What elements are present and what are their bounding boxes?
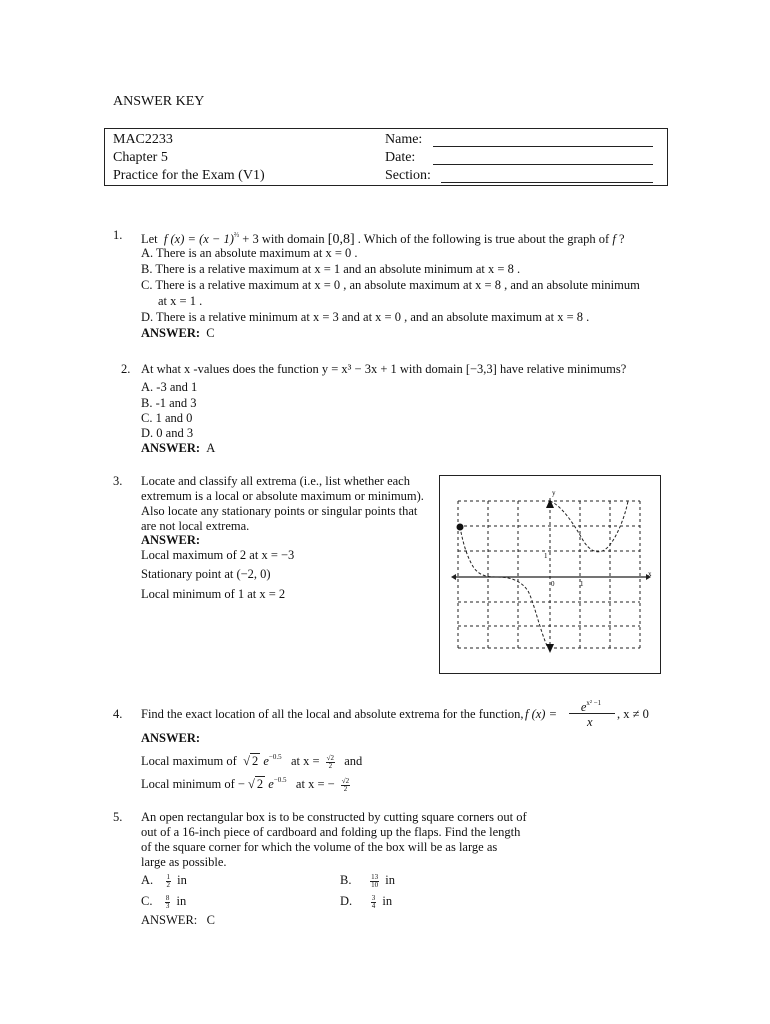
question-3-stem-line-3: Also locate any stationary points or singular points that [141, 504, 418, 518]
question-5-number: 5. [113, 810, 123, 824]
question-2-option-d[interactable]: D. 0 and 3 [141, 426, 194, 440]
question-1-option-a[interactable]: A. There is an absolute maximum at x = 0 . [141, 246, 358, 260]
question-3-answer-label: ANSWER: [141, 533, 201, 547]
section-label: Section: [385, 168, 431, 183]
name-field[interactable] [433, 146, 653, 147]
question-4-local-min: Local minimum of − √ 2 $e^{-0.5}$ at x = − $\frac{√2}{2}$ [141, 776, 350, 793]
question-1-stem: Let f $(x) = (x - 1)^{\frac{2}{3}} + 3$ with domain [0,8] . Which of the following is true about the graph of f ? [141, 231, 625, 247]
question-1-option-c-cont: at x = 1 . [158, 294, 203, 308]
question-5-stem-line-1: An open rectangular box is to be constructed by cutting square corners out of [141, 810, 527, 824]
answer-key-title: ANSWER KEY [113, 94, 205, 109]
question-2-number: 2. [121, 362, 131, 376]
graph-x-arrow-left [451, 574, 456, 580]
question-4-answer-label: ANSWER: [141, 731, 201, 745]
question-3-number: 3. [113, 474, 123, 488]
question-3-answer-line-3: Local minimum of 1 at x = 2 [141, 587, 286, 601]
question-2-answer: ANSWER: A [141, 441, 216, 455]
name-label: Name: [385, 132, 423, 147]
question-4-stem: Find the exact location of all the local and absolute extrema for the function, [141, 707, 524, 721]
question-4-number: 4. [113, 707, 123, 721]
section-field[interactable] [441, 182, 653, 183]
course-code: MAC2233 [113, 132, 173, 147]
question-3-stem-line-4: are not local extrema. [141, 519, 250, 533]
question-5-stem-line-3: of the square corner for which the volume of the box will be as large as [141, 840, 498, 854]
question-5-option-c[interactable]: C. $\frac{8}{3}$ in [141, 893, 187, 910]
question-5-option-a[interactable]: A. $\frac{1}{2}$ in [141, 872, 187, 889]
question-3-graph [439, 475, 661, 674]
graph-tick-1: 1 [580, 580, 584, 588]
question-2-option-a[interactable]: A. -3 and 1 [141, 380, 198, 394]
question-5-stem-line-2: out of a 16-inch piece of cardboard and folding up the flaps. Find the length [141, 825, 521, 839]
question-5-option-d[interactable]: D. $\frac{3}{4}$ in [340, 893, 393, 910]
graph-up-arrow [546, 499, 554, 508]
question-1-option-d[interactable]: D. There is a relative minimum at x = 3 and at x = 0 , and an absolute maximum at x = 8 . [141, 310, 590, 324]
graph-local-max-point [457, 524, 464, 531]
date-label: Date: [385, 150, 416, 165]
graph-y-label: y [552, 489, 556, 497]
question-2-stem: At what x -values does the function y = x³ − 3x + 1 with domain [−3,3] have relative minimums? [141, 362, 627, 376]
question-3-stem-line-1: Locate and classify all extrema (i.e., list whether each [141, 474, 410, 488]
date-field[interactable] [433, 164, 653, 165]
question-1-number: 1. [113, 228, 123, 242]
graph-gridlines [458, 501, 640, 648]
question-5-stem-line-4: large as possible. [141, 855, 227, 869]
question-1-answer: ANSWER: C [141, 326, 215, 340]
question-2-option-b[interactable]: B. -1 and 3 [141, 396, 197, 410]
question-2-option-c[interactable]: C. 1 and 0 [141, 411, 193, 425]
graph-svg [440, 476, 660, 673]
question-3-answer-line-1: Local maximum of 2 at x = −3 [141, 548, 295, 562]
question-4-local-max: Local maximum of √ 2 $e^{-0.5}$ at x = $\frac{√2}{2}$ and [141, 753, 363, 770]
question-5-option-b[interactable]: B. $\frac{13}{10}$ in [340, 872, 395, 889]
question-3-answer-line-2: Stationary point at (−2, 0) [141, 567, 271, 581]
exam-title: Practice for the Exam (V1) [113, 168, 265, 183]
question-5-answer: ANSWER: C [141, 913, 215, 927]
question-1-option-c[interactable]: C. There is a relative maximum at x = 0 , an absolute maximum at x = 8 , and an absolute minimum [141, 278, 640, 292]
question-1-option-b[interactable]: B. There is a relative maximum at x = 1 and an absolute minimum at x = 8 . [141, 262, 521, 276]
chapter-label: Chapter 5 [113, 150, 168, 165]
graph-mid-label: 1 [544, 552, 548, 560]
question-3-stem-line-2: extremum is a local or absolute maximum or minimum). [141, 489, 424, 503]
graph-tick-0: 0 [551, 580, 555, 588]
graph-curve-left [460, 527, 548, 648]
graph-x-label: x [648, 570, 652, 578]
graph-down-arrow [546, 644, 554, 653]
